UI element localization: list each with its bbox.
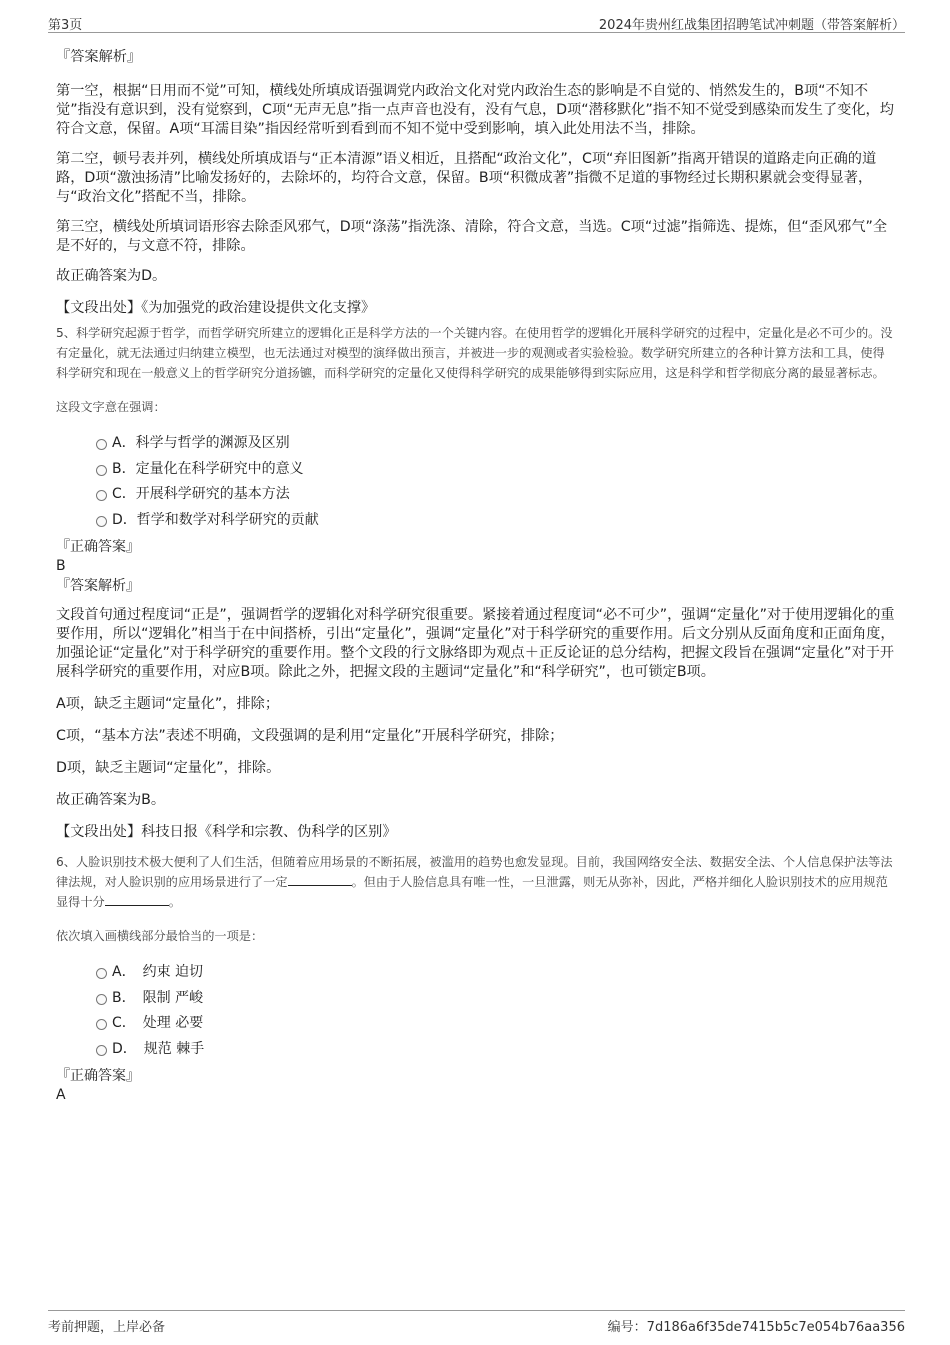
q5-analysis-label: 『答案解析』 <box>56 578 140 594</box>
q4-analysis-paragraph: 第一空，根据“日用而不觉”可知，横线处所填成语强调党内政治文化对党内政治生态的影响是不自觉的、悄然发生的，B项“不知不觉”指没有意识到，没有觉察到，C项“无声无息”指一点声音也没有，没有气息，D项“潜移默化”指不知不觉受到感染而发生了变化，均符合文意，保留。A项“耳濡目染”指因经常听到看到而不知不觉中受到影响，填入此处用法不当，排除。 <box>56 83 894 137</box>
radio-icon[interactable] <box>96 465 107 476</box>
q4-analysis-label: 『答案解析』 <box>56 49 142 65</box>
q6-answer: A <box>56 1087 66 1103</box>
radio-icon[interactable] <box>96 490 107 501</box>
radio-icon[interactable] <box>96 1019 107 1030</box>
page-header <box>48 10 905 33</box>
q6-stem: 6、人脸识别技术极大便利了人们生活，但随着应用场景的不断拓展，被滥用的趋势也愈发显现。目前，我国网络安全法、数据安全法、个人信息保护法等法律法规，对人脸识别的应用场景进行了一定 。但由于人脸信息具有唯一性，一旦泄露，则无从弥补，因此，严格并细化人脸识别技术的应用规范显得十分 。 <box>56 855 893 909</box>
q6-prompt: 依次填入画横线部分最恰当的一项是： <box>56 929 264 943</box>
q6-option-b[interactable]: B． 限制 严峻 <box>56 986 896 1012</box>
radio-icon[interactable] <box>96 516 107 527</box>
radio-icon[interactable] <box>96 994 107 1005</box>
q6-option-c[interactable]: C． 处理 必要 <box>56 1011 896 1037</box>
q5-analysis-paragraph: 文段首句通过程度词“正是”，强调哲学的逻辑化对科学研究很重要。紧接着通过程度词“必不可少”，强调“定量化”对于使用逻辑化的重要作用，所以“逻辑化”相当于在中间搭桥，引出“定量化”，强调“定量化”对于科学研究的重要作用。后文分别从反面角度和正面角度，加强论证“定量化”对于科学研究的重要作用。整个文段的行文脉络即为观点＋正反论证的总分结构，把握文段旨在强调“定量化”对于开展科学研究的重要作用，对应B项。除此之外，把握文段的主题词“定量化”和“科学研究”，也可锁定B项。 <box>56 607 895 680</box>
fill-blank <box>105 893 169 906</box>
page-content <box>56 40 896 1104</box>
q5-options <box>56 431 896 533</box>
q6-option-d[interactable]: D． 规范 棘手 <box>56 1037 896 1063</box>
q5-option-b[interactable]: B．定量化在科学研究中的意义 <box>56 457 896 483</box>
radio-icon[interactable] <box>96 439 107 450</box>
q5-option-d[interactable]: D．哲学和数学对科学研究的贡献 <box>56 508 896 534</box>
document-id: 编号：7d186a6f35de7415b5c7e054b76aa356 <box>607 1320 905 1335</box>
fill-blank <box>288 873 352 886</box>
radio-icon[interactable] <box>96 968 107 979</box>
q4-source: 【文段出处】《为加强党的政治建设提供文化支撑》 <box>56 300 376 316</box>
q4-analysis-paragraph: 第二空，顿号表并列，横线处所填成语与“正本清源”语义相近，且搭配“政治文化”，C项“弃旧图新”指离开错误的道路走向正确的道路，D项“激浊扬清”比喻发扬好的，去除坏的，均符合文意，保留。B项“积微成著”指微不足道的事物经过长期积累就会变得显著，与“政治文化”搭配不当，排除。 <box>56 151 877 205</box>
radio-icon[interactable] <box>96 1045 107 1056</box>
q4-conclusion: 故正确答案为D。 <box>56 268 167 284</box>
q5-source: 【文段出处】科技日报《科学和宗教、伪科学的区别》 <box>56 824 397 840</box>
page-footer <box>48 1310 905 1335</box>
q6-options <box>56 960 896 1062</box>
document-title: 2024年贵州红战集团招聘笔试冲刺题（带答案解析） <box>598 18 905 33</box>
q5-answer-label: 『正确答案』 <box>56 539 140 555</box>
page-number: 第3页 <box>48 18 83 33</box>
q6-answer-label: 『正确答案』 <box>56 1068 140 1084</box>
q5-analysis-paragraph: D项，缺乏主题词“定量化”，排除。 <box>56 760 281 776</box>
q5-analysis-paragraph: C项，“基本方法”表述不明确，文段强调的是利用“定量化”开展科学研究，排除； <box>56 728 564 744</box>
q5-option-a[interactable]: A．科学与哲学的渊源及区别 <box>56 431 896 457</box>
q5-analysis-paragraph: A项，缺乏主题词“定量化”，排除； <box>56 696 280 712</box>
q5-option-c[interactable]: C．开展科学研究的基本方法 <box>56 482 896 508</box>
q5-stem: 5、科学研究起源于哲学，而哲学研究所建立的逻辑化正是科学方法的一个关键内容。在使用哲学的逻辑化开展科学研究的过程中，定量化是必不可少的。没有定量化，就无法通过归纳建立模型，也无法通过对模型的演绎做出预言，并被进一步的观测或者实验检验。数学研究所建立的各种计算方法和工具，使得科学研究和现在一般意义上的哲学研究分道扬镳，而科学研究的定量化又使得科学研究的成果能够得到实际应用，这是科学和哲学彻底分离的最显著标志。 <box>56 326 893 380</box>
q6-option-a[interactable]: A． 约束 迫切 <box>56 960 896 986</box>
q5-answer: B <box>56 558 66 574</box>
q5-conclusion: 故正确答案为B。 <box>56 792 166 808</box>
footer-slogan: 考前押题，上岸必备 <box>48 1320 166 1335</box>
q5-prompt: 这段文字意在强调： <box>56 400 166 414</box>
q4-analysis-paragraph: 第三空，横线处所填词语形容去除歪风邪气，D项“涤荡”指洗涤、清除，符合文意，当选。C项“过滤”指筛选、提炼，但“歪风邪气”全是不好的，与文意不符，排除。 <box>56 219 888 254</box>
